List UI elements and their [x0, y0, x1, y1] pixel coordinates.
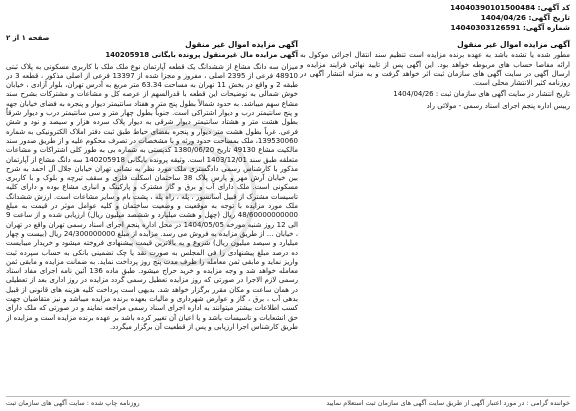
left-column-body: میزان سه دانگ مشاع از ششدانگ یک قطعه آپارتمان نوع ملک ملک با کاربری مسکونی به پلاک ثبتی 48910 فرعی از 2395 اصلی ، مفروز و مجزا شده از 13397 فرعی از اصلی مذکور ، قطعه 3 در طبقه 2 و واقع در بخش 11 تهران به مساحت 63.34 متر مربع به آدرس تهران، بلوار آزادی ، خیابان خوش شمالی به توضیحات این قطعه با قدرالسهم از عرصه کل و مشاعات و مشترکات بشرح سند مشاع سهم میباشد. به حدود شمالاً بطول پنج متر و هفتاد سانتیمتر دیوار و پنجره به فضای خیابان جهه و پنج سانتیمتر درب و دیوار اشتراکی است. جنوباً بطول چهار متر و سی سانتیمتر درب و دیوار شرقاً بطول هشت متر و هشتاد سانتیمتر دیوار شرقی به دیوار پلاک سرده هزار و سیصد و نود و شش فرعی. غرباً بطول هشت متر دیوار و پنجره بفضای حیاط طبق ثبت دفتر املاک الکترونیکی به شماره 139530060، ملک بمساحت حدود ورثه و با مشخصات در تصرف محکوم علیه و از طریق صدور سند مالکیت مشاع 49130 تاریخ 1380/06/20 کدپستی به شماره بی به طور کلی اشتراکات و مشاعات متعلقه طبق سند 1403/12/01 است. وثیقه پرونده بایگانی 140205918 سه دانگ مشاع از آپارتمان مذکور با کارشناس رسمی دادگستری ملک مورد نظر به نشانی تهران خیابان جلال آل احمد به شرح بین خیابان آرش مهر و پارس پلاک 38 ساختمان اسکلت فلزی و سقف تیرچه و بلوک و با کاربری مسکونی است. ملک دارای آب و برق و گاز مشترک و پارکینگ و انباری مشاع بوده و دارای کلیه تاسیسات مشترک از قبیل آسانسور ، پله ، راه پله ، پشت بام و سایر مشاعات است. ارزش ششدانگ ملک مورد مزایده با توجه به موقعیت و وضعیت ساختمان و کلیه عوامل موثر در قیمت به مبلغ 48/60000000000 ریال (چهل و هشت میلیارد و ششصد میلیون ریال) ارزیابی شده و از ساعت 9 الی 12 روز شنبه مورخه 1404/05/05 در محل اداره پنجم اجرای اسناد رسمی تهران واقع در تهران ، خیابان ... از طریق مزایده به فروش می رسد. مزایده از مبلغ 24/300000000 ریال (بیست و چهار میلیارد و سیصد میلیون ریال) شروع و به بالاترین قیمت پیشنهادی فروخته میشود و خریدار میبایست ده درصد مبلغ پیشنهادی را فی المجلس به صورت نقد یا چک تضمینی بانکی به حساب سپرده ثبت واریز نماید و مابقی ثمن معامله را ظرف مدت پنج روز پرداخت نماید. به ضمانت مزایده و مابقی ثمن معامله خواهد شد و وجه مزایده و خرید حراج میشود. طبق ماده 136 آئین نامه اجرای مفاد اسناد رسمی لازم الاجرا در صورتی که روز مزایده تعطیل رسمی گردد مزایده در روز اداری بعد از تعطیلی در همان ساعت و مکان مقرر برگزار خواهد شد. بدیهی است پرداخت کلیه هزینه های قانونی از قبیل بدهی آب ، برق ، گاز و عوارض شهرداری و مالیات بعهده برنده مزایده میباشد و نیز متقاضیان جهت کسب اطلاعات بیشتر میتوانند به اداره اجرای اسناد رسمی مراجعه نمایند و در صورتی که ملک دارای حق انشعابات و تاسیسات باشد و یا اعیان آن تغییر کرده باشد بر عهده برنده مزایده است و مزایده از طریق کارشناس اجرا ارزیابی و پس از قطعیت آن برگزار میگردد.	[6, 62, 298, 331]
page-footer	[6, 396, 570, 407]
right-column	[300, 40, 570, 113]
signature-line: رییس اداره پنجم اجرای اسناد رسمی - مولائی راد	[426, 101, 570, 110]
right-column-title: آگهی مزایده اموال غیر منقول	[457, 40, 570, 49]
left-column	[6, 40, 298, 395]
page-number: صفحه ۱ از ۲	[6, 34, 50, 42]
left-column-subtitle: آگهی مزایده مال غیرمنقول پرونده بایگانی 140205918	[105, 51, 298, 60]
left-column-title: آگهی مزایده اموال غیر منقول	[185, 40, 298, 49]
footer-left-text: روزنامه چاپ شده : سایت آگهی های سازمان ثبت	[6, 399, 140, 407]
publication-date: تاریخ انتشار در سایت آگهی های سازمان ثبت : 1404/04/26	[393, 90, 570, 99]
ad-date: تاریخ آگهی: 1404/04/26	[480, 13, 570, 22]
right-column-paragraph: مطور شده یا تشده باشد به عهده برنده مزایده است تنظیم سند انتقال اجرائی موکول به ارائه مفاصا حساب های مربوطه خواهد بود. این آگهی پس از تایید نهائی فرایند مزایده و ارسال آگهی در سایت آگهی های سازمان ثبت اثر خواهد گرفت و به منزله انتشار آگهی در روزنامه کثیر الانتشار محلی است.	[300, 51, 570, 88]
footer-right-text: خواننده گرامی : در مورد اعتبار آگهی از طریق سایت آگهی های سازمان ثبت استعلام نمایید	[326, 399, 570, 407]
ad-code: کد آگهی: 14040390101500484	[450, 3, 570, 12]
ad-number: شماره آگهی: 14040303126591	[450, 23, 570, 32]
ad-meta	[450, 3, 570, 33]
